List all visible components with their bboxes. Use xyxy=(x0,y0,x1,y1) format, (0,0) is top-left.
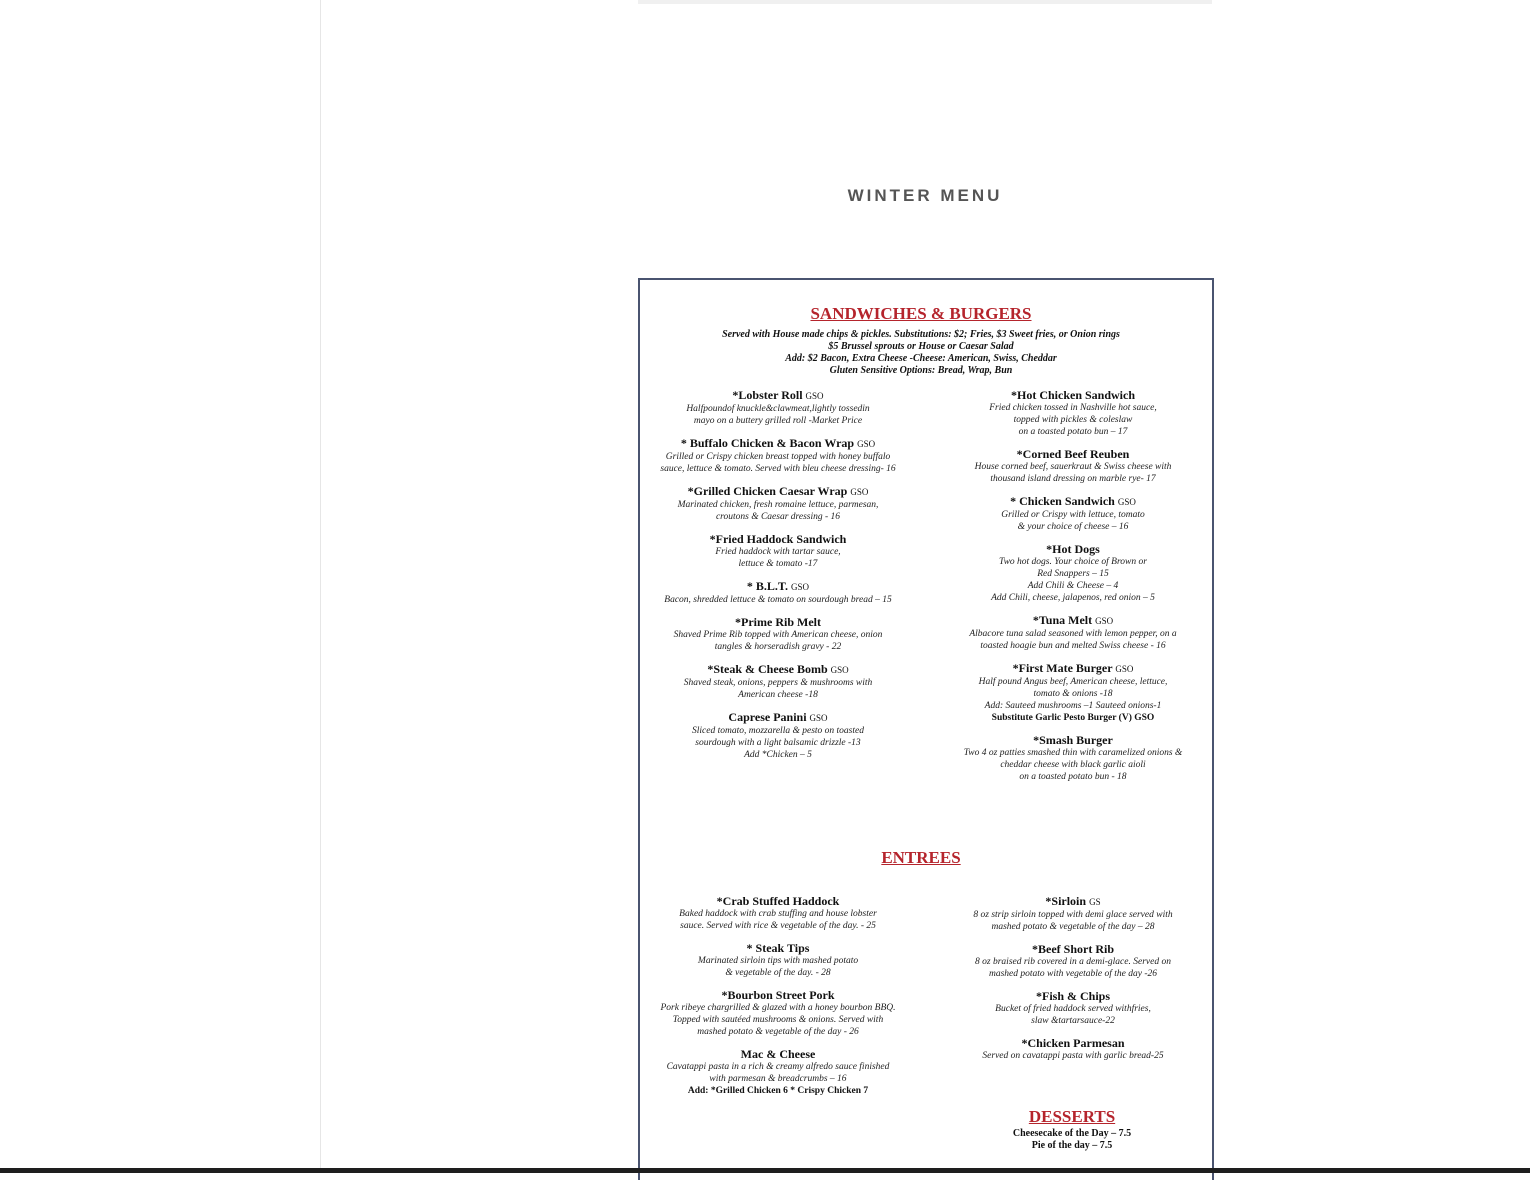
menu-item xyxy=(938,447,1208,485)
menu-item-name xyxy=(938,494,1208,509)
menu-item-name xyxy=(642,710,914,725)
menu-item xyxy=(642,436,914,475)
menu-item-name xyxy=(938,1036,1208,1050)
menu-item-description: Shaved steak, onions, peppers & mushrooms with American cheese -18 xyxy=(683,678,873,700)
menu-item-name xyxy=(642,1047,914,1061)
menu-item-name xyxy=(938,447,1208,461)
menu-item-description: Bacon, shredded lettuce & tomato on sourdough bread – 15 xyxy=(664,595,892,605)
menu-item xyxy=(642,484,914,523)
menu-item-title: *Steak & Cheese Bomb xyxy=(707,662,828,676)
menu-item-description: Two hot dogs. Your choice of Brown or Red Snappers – 15 Add Chili & Cheese – 4 Add Chili, cheese, jalapenos, red onion – 5 xyxy=(991,557,1155,603)
menu-item xyxy=(642,662,914,701)
menu-item-description: 8 oz strip sirloin topped with demi glace served with mashed potato & vegetable of the day – 28 xyxy=(973,910,1173,932)
menu-item-tag: GSO xyxy=(809,713,828,723)
content-left-border xyxy=(320,0,321,1173)
menu-item-description: Albacore tuna salad seasoned with lemon pepper, on a toasted hoagie bun and melted Swiss cheese - 16 xyxy=(969,629,1177,651)
menu-item-name xyxy=(642,532,914,546)
sandwiches-left-column xyxy=(642,388,914,770)
menu-item-title: * Chicken Sandwich xyxy=(1010,494,1115,508)
menu-item xyxy=(938,542,1208,604)
menu-item-name xyxy=(642,615,914,629)
menu-item-title: *Prime Rib Melt xyxy=(735,615,821,629)
menu-item-title: *Lobster Roll xyxy=(732,388,803,402)
menu-item-name xyxy=(938,542,1208,556)
menu-item-tag: GSO xyxy=(850,487,869,497)
menu-item-tag: GSO xyxy=(857,439,876,449)
menu-item-tag: GS xyxy=(1089,897,1101,907)
menu-item-description: Served on cavatappi pasta with garlic bread-25 xyxy=(982,1051,1164,1061)
menu-item xyxy=(642,941,914,979)
menu-item-description: Half pound Angus beef, American cheese, lettuce, tomato & onions -18 Add: Sauteed mushrooms –1 Sauteed onions-1 xyxy=(978,677,1168,711)
menu-item-tag: GSO xyxy=(1095,616,1114,626)
menu-item-name xyxy=(642,894,914,908)
menu-item-description: Marinated chicken, fresh romaine lettuce, parmesan, croutons & Caesar dressing - 16 xyxy=(677,500,879,522)
previous-image-edge xyxy=(638,0,1212,4)
menu-item-title: *Fried Haddock Sandwich xyxy=(709,532,847,546)
menu-item xyxy=(938,494,1208,533)
menu-item-title: *Hot Chicken Sandwich xyxy=(1010,388,1136,402)
menu-item-title: *Beef Short Rib xyxy=(1032,942,1114,956)
menu-item-description: Fried haddock with tartar sauce, lettuce & tomato -17 xyxy=(715,547,841,569)
menu-item-name xyxy=(938,388,1208,402)
menu-item xyxy=(938,661,1208,724)
menu-item-name xyxy=(938,733,1208,747)
desserts-list xyxy=(956,1128,1188,1152)
menu-item xyxy=(938,388,1208,438)
bottom-bar xyxy=(0,1168,1530,1173)
menu-item-title: * Buffalo Chicken & Bacon Wrap xyxy=(680,436,855,450)
menu-item-title: * Steak Tips xyxy=(746,941,810,955)
page-title: WINTER MENU xyxy=(847,186,1003,205)
menu-item-name xyxy=(642,579,914,594)
menu-item-title: *Smash Burger xyxy=(1033,733,1113,747)
dessert-item: Pie of the day – 7.5 xyxy=(1031,1140,1113,1151)
menu-item xyxy=(642,1047,914,1097)
dessert-item: Cheesecake of the Day – 7.5 xyxy=(1012,1128,1132,1139)
menu-item-addon: Substitute Garlic Pesto Burger (V) GSO xyxy=(991,713,1155,723)
intro-line: Gluten Sensitive Options: Bread, Wrap, Bun xyxy=(829,365,1013,376)
menu-item-description: Pork ribeye chargrilled & glazed with a honey bourbon BBQ. Topped with sautéed mushrooms & onions. Served with mashed potato & vegetable of the day - 26 xyxy=(660,1003,896,1037)
menu-item-description: Sliced tomato, mozzarella & pesto on toasted sourdough with a light balsamic drizzle -13 Add *Chicken – 5 xyxy=(692,726,864,760)
menu-item-description: Halfpoundof knuckle&clawmeat,lightly tossedin mayo on a buttery grilled roll -Market Price xyxy=(686,404,870,426)
menu-item-name xyxy=(642,436,914,451)
section-title-sandwiches: SANDWICHES & BURGERS xyxy=(810,304,1032,323)
menu-item xyxy=(642,388,914,427)
section-title-entrees: ENTREES xyxy=(881,848,961,867)
sandwiches-right-column xyxy=(938,388,1208,792)
menu-item-description: Baked haddock with crab stuffing and house lobster sauce. Served with rice & vegetable of the day. - 25 xyxy=(679,909,877,931)
intro-line: Served with House made chips & pickles. Substitutions: $2; Fries, $3 Sweet fries, or Onion rings xyxy=(722,329,1120,340)
menu-item-description: Grilled or Crispy with lettuce, tomato & your choice of cheese – 16 xyxy=(1001,510,1145,532)
menu-item-title: *Fish & Chips xyxy=(1035,989,1111,1003)
menu-item xyxy=(938,942,1208,980)
menu-item-name xyxy=(938,989,1208,1003)
menu-item-description: Grilled or Crispy chicken breast topped with honey buffalo sauce, lettuce & tomato. Served with bleu cheese dressing- 16 xyxy=(660,452,896,474)
menu-item-title: *Corned Beef Reuben xyxy=(1016,447,1130,461)
sandwiches-intro xyxy=(640,329,1202,377)
menu-item-description: 8 oz braised rib covered in a demi-glace. Served on mashed potato with vegetable of the day -26 xyxy=(975,957,1171,979)
menu-item-name xyxy=(938,894,1208,909)
menu-item xyxy=(938,733,1208,783)
menu-item-title: *Crab Stuffed Haddock xyxy=(716,894,840,908)
menu-item-title: *Chicken Parmesan xyxy=(1021,1036,1125,1050)
menu-item xyxy=(938,1036,1208,1062)
menu-item xyxy=(642,710,914,761)
menu-item-tag: GSO xyxy=(791,582,810,592)
menu-item-name xyxy=(938,942,1208,956)
entrees-left-column xyxy=(642,894,914,1106)
menu-item-title: * B.L.T. xyxy=(746,579,789,593)
menu-item xyxy=(642,615,914,653)
menu-image xyxy=(638,278,1214,1180)
menu-item-name xyxy=(642,988,914,1002)
menu-item xyxy=(642,532,914,570)
menu-item-description: House corned beef, sauerkraut & Swiss cheese with thousand island dressing on marble rye- 17 xyxy=(974,462,1172,484)
menu-item-name xyxy=(642,941,914,955)
menu-item-description: Cavatappi pasta in a rich & creamy alfredo sauce finished with parmesan & breadcrumbs – 16 xyxy=(666,1062,890,1084)
menu-item-addon: Add: *Grilled Chicken 6 * Crispy Chicken 7 xyxy=(687,1086,869,1096)
menu-item-title: Mac & Cheese xyxy=(740,1047,816,1061)
menu-item xyxy=(938,613,1208,652)
menu-item xyxy=(938,894,1208,933)
intro-line: $5 Brussel sprouts or House or Caesar Salad xyxy=(828,341,1014,352)
menu-item-tag: GSO xyxy=(805,391,824,401)
menu-item-title: *Grilled Chicken Caesar Wrap xyxy=(687,484,848,498)
entrees-right-column xyxy=(938,894,1208,1071)
menu-item-name xyxy=(642,662,914,677)
menu-item-tag: GSO xyxy=(1117,497,1136,507)
menu-item-description: Marinated sirloin tips with mashed potato & vegetable of the day. - 28 xyxy=(697,956,859,978)
menu-item-name xyxy=(642,388,914,403)
menu-item-description: Fried chicken tossed in Nashville hot sauce, topped with pickles & coleslaw on a toasted potato bun – 17 xyxy=(989,403,1157,437)
menu-item xyxy=(642,579,914,606)
menu-item-title: *Sirloin xyxy=(1045,894,1087,908)
menu-item xyxy=(938,989,1208,1027)
menu-item-name xyxy=(938,613,1208,628)
menu-item-description: Shaved Prime Rib topped with American cheese, onion tangles & horseradish gravy - 22 xyxy=(673,630,883,652)
menu-item-title: *Tuna Melt xyxy=(1032,613,1093,627)
section-title-desserts: DESSERTS xyxy=(1028,1107,1116,1126)
menu-item-description: Two 4 oz patties smashed thin with caramelized onions & cheddar cheese with black garlic aioli on a toasted potato bun - 18 xyxy=(963,748,1183,782)
menu-item-title: *Bourbon Street Pork xyxy=(721,988,835,1002)
menu-item-name xyxy=(938,661,1208,676)
menu-item xyxy=(642,894,914,932)
intro-line: Add: $2 Bacon, Extra Cheese -Cheese: American, Swiss, Cheddar xyxy=(785,353,1057,364)
menu-item-description: Bucket of fried haddock served withfries, slaw &tartarsauce-22 xyxy=(995,1004,1151,1026)
menu-item-title: *First Mate Burger xyxy=(1012,661,1113,675)
menu-item-title: Caprese Panini xyxy=(728,710,807,724)
menu-item-tag: GSO xyxy=(830,665,849,675)
menu-item xyxy=(642,988,914,1038)
menu-item-tag: GSO xyxy=(1115,664,1134,674)
menu-item-title: *Hot Dogs xyxy=(1046,542,1100,556)
menu-item-name xyxy=(642,484,914,499)
